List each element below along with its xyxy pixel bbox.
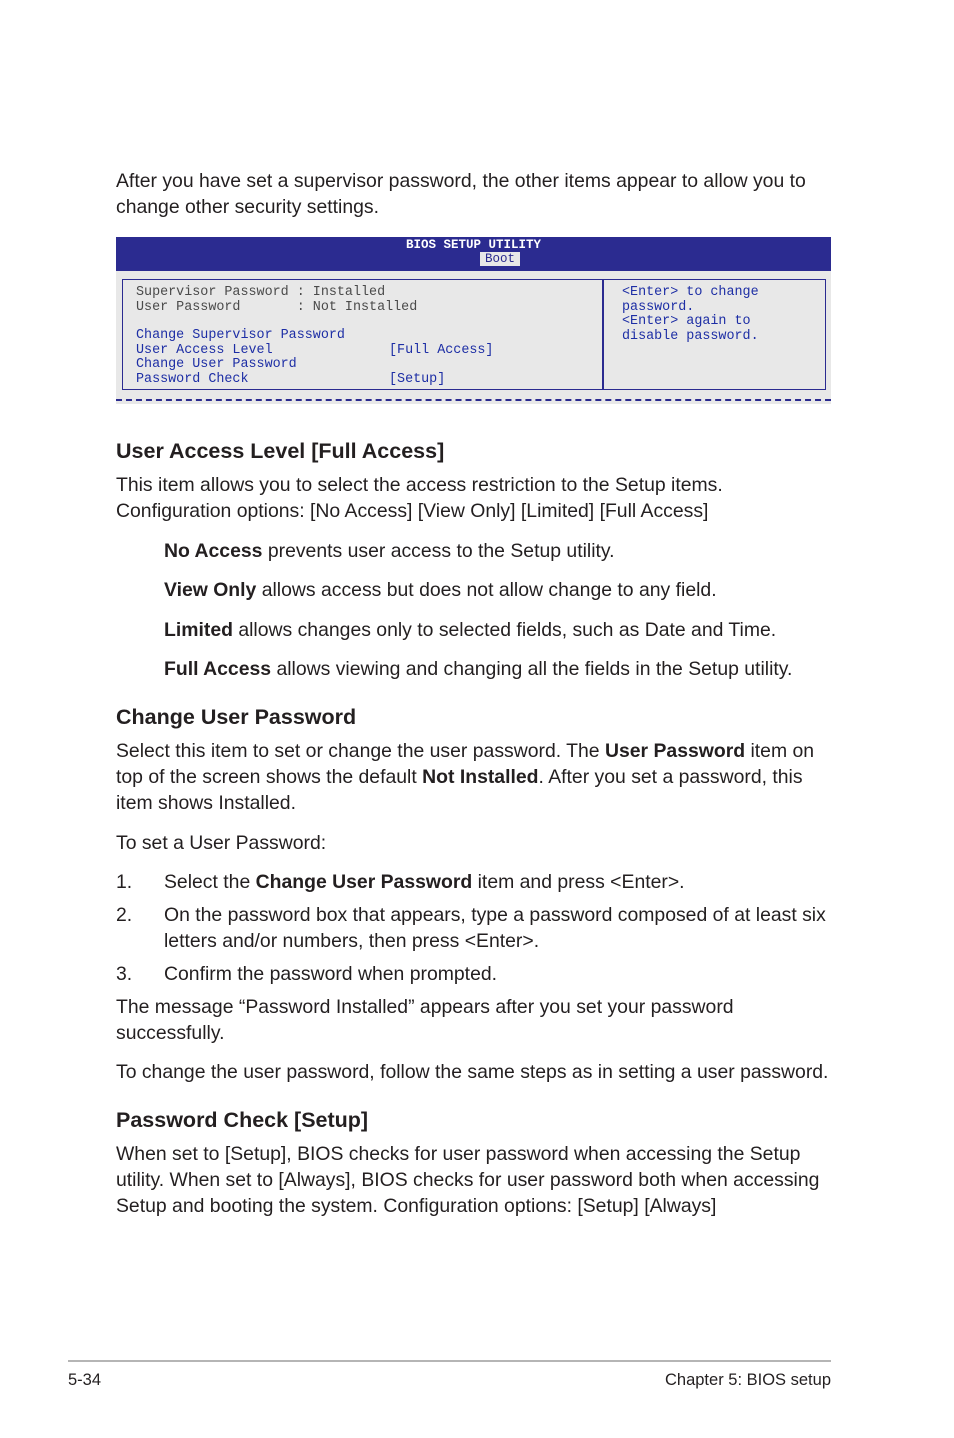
step-3: Confirm the password when prompted. xyxy=(164,963,498,985)
to-set-user-password: To set a User Password: xyxy=(116,832,327,854)
option-view-only xyxy=(164,577,854,603)
text-run: Change User Password xyxy=(255,871,473,893)
bios-title-bar xyxy=(116,237,831,271)
option-desc: allows viewing and changing all the fields in the Setup utility. xyxy=(271,658,793,680)
step-number: 3. xyxy=(116,963,133,985)
bios-value-user-access-level[interactable]: [Full Access] xyxy=(389,342,494,358)
option-desc: prevents user access to the Setup utility. xyxy=(262,540,615,562)
option-no-access xyxy=(164,538,854,564)
intro-paragraph: After you have set a supervisor password, the other items appear to allow you to change other security settings. xyxy=(116,170,806,218)
heading-user-access-level: User Access Level [Full Access] xyxy=(116,439,445,463)
bios-help-line: <Enter> again to xyxy=(622,314,751,329)
heading-password-check: Password Check [Setup] xyxy=(116,1108,369,1132)
text-run: item and press <Enter>. xyxy=(472,871,685,893)
step-2: On the password box that appears, type a password composed of at least six letters and/or numbers, then press <Enter>. xyxy=(164,904,826,952)
bios-tab-boot[interactable]: Boot xyxy=(480,252,520,266)
bios-item-password-check[interactable]: Password Check xyxy=(136,371,249,387)
bios-status-supervisor: Supervisor Password : Installed xyxy=(136,285,386,300)
option-desc: allows changes only to selected fields, such as Date and Time. xyxy=(232,619,777,641)
heading-change-user-password: Change User Password xyxy=(116,705,357,729)
text-run: Select this item to set or change the user password. The xyxy=(116,740,605,762)
text-run: Not Installed xyxy=(422,766,539,788)
bios-item-user-access-level[interactable]: User Access Level xyxy=(136,342,273,358)
bios-status-user: User Password : Not Installed xyxy=(136,299,418,315)
page-number: 5-34 xyxy=(68,1371,102,1389)
step-number: 2. xyxy=(116,904,133,926)
chapter-title: Chapter 5: BIOS setup xyxy=(664,1371,831,1389)
bios-title: BIOS SETUP UTILITY xyxy=(405,238,542,252)
bios-help-line: password. xyxy=(622,299,695,315)
bios-divider xyxy=(602,279,604,390)
bios-dashed-border xyxy=(116,399,831,401)
bios-help-line: <Enter> to change xyxy=(622,285,759,300)
text-run: . After you set a password, this item shows Installed. xyxy=(116,766,803,814)
bios-value-password-check[interactable]: [Setup] xyxy=(389,371,446,387)
option-full-access xyxy=(164,656,854,682)
message-paragraph: The message “Password Installed” appears after you set your password successfully. xyxy=(116,996,734,1044)
user-access-level-paragraph: This item allows you to select the access restriction to the Setup items. Configuration options: [No Access] [View Only] [Limited] [Full Access] xyxy=(116,474,723,522)
change-user-password-paragraph xyxy=(116,738,836,816)
option-term: No Access xyxy=(164,540,263,562)
option-desc: allows access but does not allow change to any field. xyxy=(256,579,717,601)
bios-help-line: disable password. xyxy=(622,328,759,344)
footer-rule xyxy=(68,1360,831,1362)
option-term: Limited xyxy=(164,619,233,641)
step-number: 1. xyxy=(116,871,133,893)
option-term: View Only xyxy=(164,579,257,601)
step-1 xyxy=(164,869,854,895)
option-limited xyxy=(164,617,854,643)
option-term: Full Access xyxy=(164,658,272,680)
text-run: Select the xyxy=(164,871,256,893)
bios-item-change-supervisor-password[interactable]: Change Supervisor Password xyxy=(136,328,345,343)
text-run: item on top of the screen shows the default xyxy=(116,740,815,788)
change-paragraph: To change the user password, follow the same steps as in setting a user password. xyxy=(116,1061,829,1083)
text-run: User Password xyxy=(604,740,746,762)
password-check-paragraph: When set to [Setup], BIOS checks for user password when accessing the Setup utility. When set to [Always], BIOS checks for user password both when accessing Setup and booting the system. Configuration options: [Setup] [Always] xyxy=(116,1143,820,1217)
bios-item-change-user-password[interactable]: Change User Password xyxy=(136,357,297,372)
bios-screen xyxy=(116,237,831,404)
